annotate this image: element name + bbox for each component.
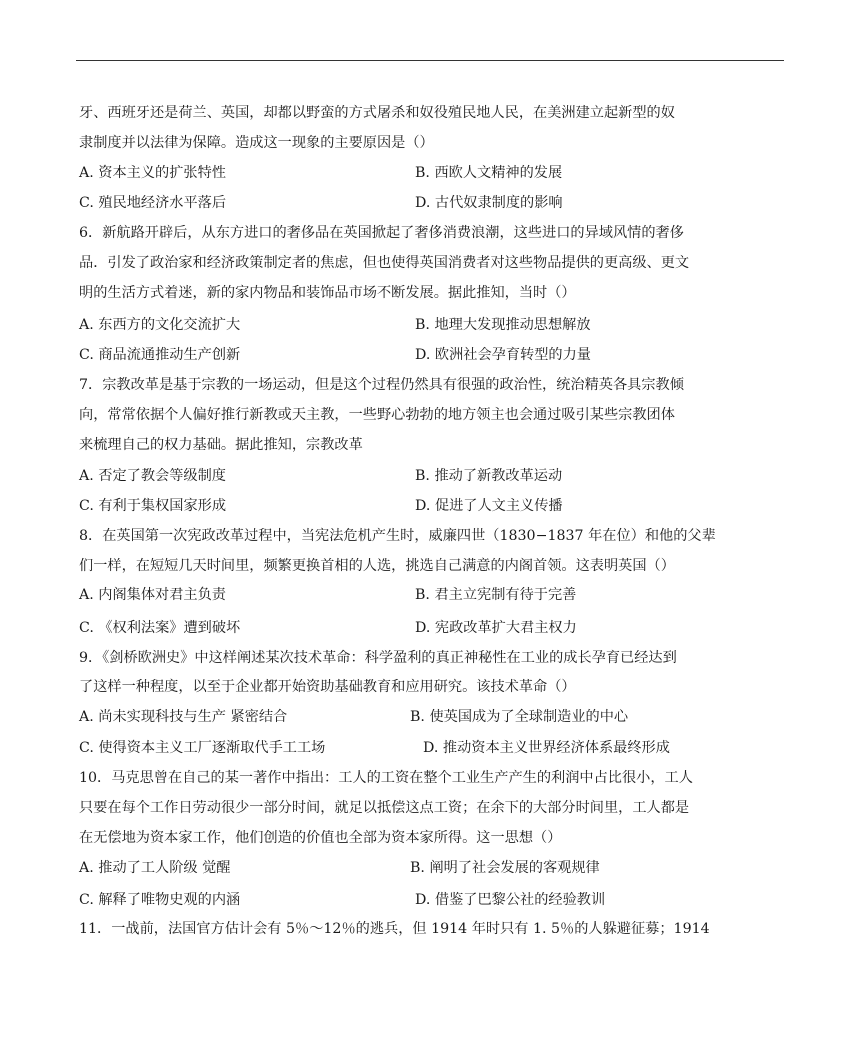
option-c: C. 殖民地经济水平落后 [79,195,227,211]
option-d: D. 促进了人文主义传播 [415,498,563,514]
option-a: A. 东西方的文化交流扩大 [79,317,241,333]
question-11-text: 11．一战前，法国官方估计会有 5％～12％的逃兵，但 1914 年时只有 1. 5％的人躲避征募；1914 [79,921,710,937]
question-text-line: 明的生活方式着迷，新的家内物品和装饰品市场不断发展。据此推知，当时（） [79,285,576,301]
question-9-text: 9．《剑桥欧洲史》中这样阐述某次技术革命：科学盈利的真正神秘性在工业的成长孕育已经达到 [79,650,677,666]
option-b: B. 使英国成为了全球制造业的中心 [410,709,629,725]
option-a: A. 内阁集体对君主负责 [79,587,226,603]
option-d: D. 推动资本主义世界经济体系最终形成 [423,740,670,756]
option-a: A. 否定了教会等级制度 [79,468,226,484]
question-text-line: 了这样一种程度，以至于企业都开始资助基础教育和应用研究。该技术革命（） [79,679,576,695]
question-text-line: 向，常常依据个人偏好推行新教或天主教，一些野心勃勃的地方领主也会通过吸引某些宗教团体 [79,407,675,423]
option-c: C. 有利于集权国家形成 [79,498,227,514]
question-text-line: 品．引发了政治家和经济政策制定者的焦虑，但也使得英国消费者对这些物品提供的更高级、更文 [79,255,690,271]
option-b: B. 君主立宪制有待于完善 [415,587,577,603]
question-text-line: 隶制度并以法律为保障。造成这一现象的主要原因是（） [79,135,434,151]
option-c: C. 《权利法案》遭到破坏 [79,620,241,636]
question-text-line: 来梳理自己的权力基础。据此推知，宗教改革 [79,437,363,453]
option-d: D. 宪政改革扩大君主权力 [415,620,577,636]
question-text-line: 牙、西班牙还是荷兰、英国，却都以野蛮的方式屠杀和奴役殖民地人民，在美洲建立起新型的奴 [79,105,675,121]
question-text-line: 们一样，在短短几天时间里，频繁更换首相的人选，挑选自己满意的内阁首领。这表明英国（） [79,558,675,574]
option-a: A. 尚未实现科技与生产 紧密结合 [79,709,288,725]
option-c: C. 商品流通推动生产创新 [79,347,241,363]
option-b: B. 推动了新教改革运动 [415,468,563,484]
option-a: A. 资本主义的扩张特性 [79,165,226,181]
question-7-text: 7．宗教改革是基于宗教的一场运动，但是这个过程仍然具有很强的政治性，统治精英各具宗教倾 [79,377,684,393]
option-a: A. 推动了工人阶级 觉醒 [79,860,231,876]
option-d: D. 借鉴了巴黎公社的经验教训 [415,892,606,908]
option-b: B. 阐明了社会发展的客观规律 [410,860,600,876]
question-text-line: 只要在每个工作日劳动很少一部分时间，就足以抵偿这点工资；在余下的大部分时间里，工人都是 [79,800,690,816]
header-rule [76,60,784,61]
question-8-text: 8．在英国第一次宪政改革过程中，当宪法危机产生时，威廉四世（1830−1837 年在位）和他的父辈 [79,528,716,544]
question-6-text: 6．新航路开辟后，从东方进口的奢侈品在英国掀起了奢侈消费浪潮，这些进口的异域风情的奢侈 [79,225,684,241]
option-c: C. 解释了唯物史观的内涵 [79,892,241,908]
question-10-text: 10．马克思曾在自己的某一著作中指出：工人的工资在整个工业生产产生的利润中占比很小，工人 [79,770,693,786]
option-d: D. 欧洲社会孕育转型的力量 [415,347,591,363]
option-d: D. 古代奴隶制度的影响 [415,195,563,211]
option-b: B. 地理大发现推动思想解放 [415,317,591,333]
option-b: B. 西欧人文精神的发展 [415,165,563,181]
question-text-line: 在无偿地为资本家工作，他们创造的价值也全部为资本家所得。这一思想（） [79,830,562,846]
option-c: C. 使得资本主义工厂逐渐取代手工工场 [79,740,326,756]
